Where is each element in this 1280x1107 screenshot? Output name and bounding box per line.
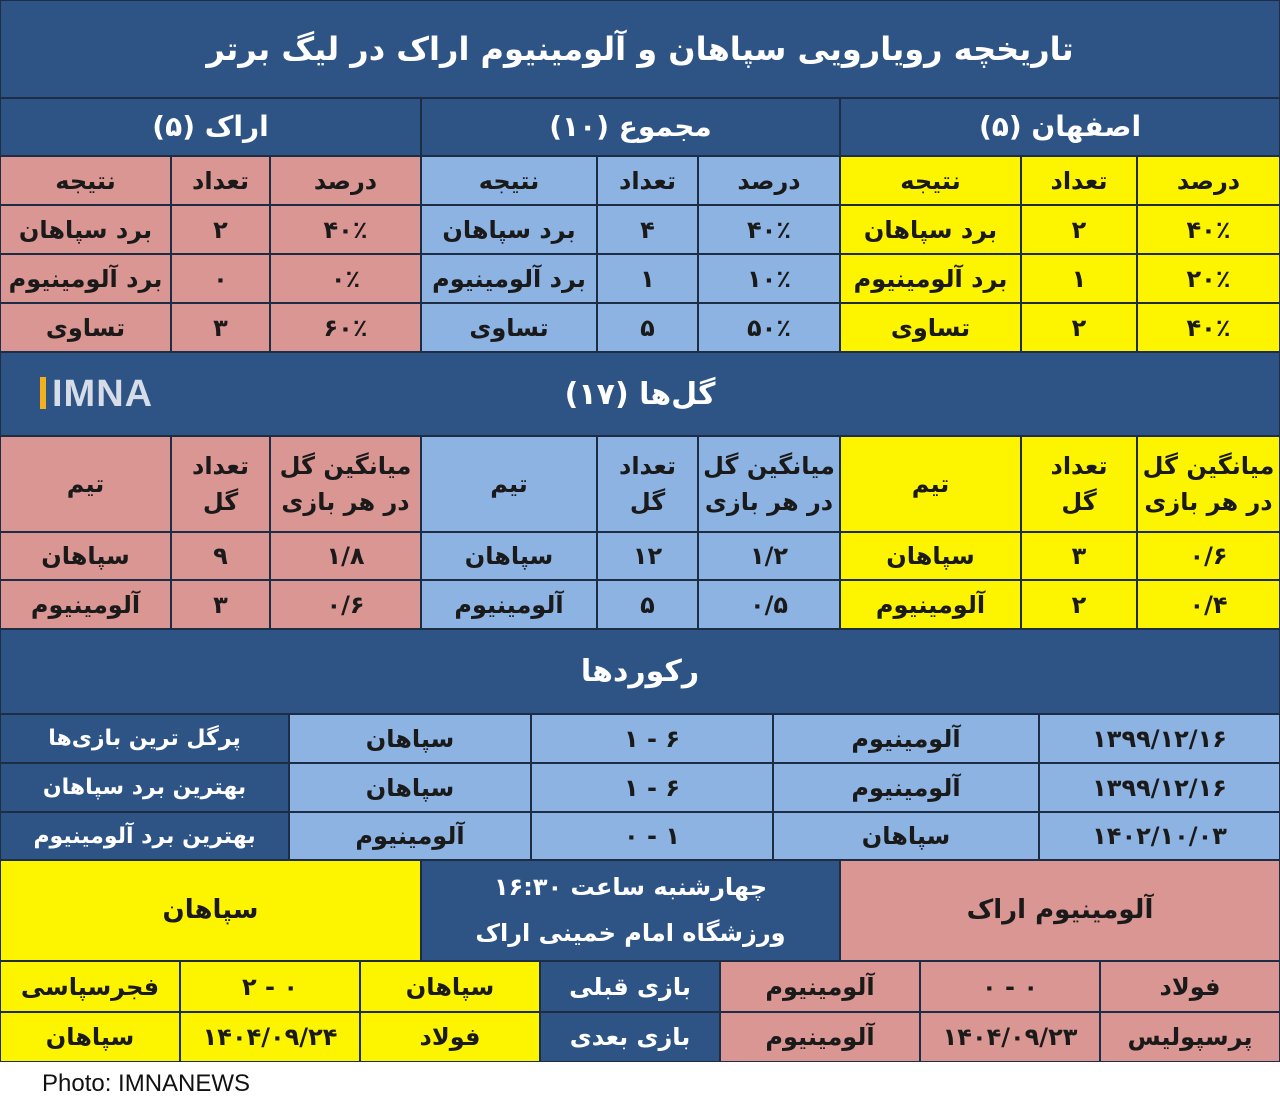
previous-match-row [0, 961, 1280, 1012]
isfahan-col-count: تعداد [1021, 156, 1137, 205]
goals-title: گل‌ها (۱۷) [0, 352, 1280, 436]
sep-prev-team: سپاهان [360, 961, 540, 1012]
arak-result: برد سپاهان [0, 205, 171, 254]
record-score: ۰ - ۱ [531, 812, 773, 860]
match-info [421, 860, 840, 961]
record-row [0, 812, 1280, 860]
match-away-team: سپاهان [0, 860, 421, 961]
total-count: ۱ [597, 254, 698, 303]
total-col-result: نتیجه [421, 156, 597, 205]
total-percent: ۴۰٪ [698, 205, 840, 254]
total-col-percent: درصد [698, 156, 840, 205]
arak-goals-col-count [171, 436, 270, 532]
isfahan-col-percent: درصد [1137, 156, 1280, 205]
arak-col-percent: درصد [270, 156, 421, 205]
total-result: برد آلومینیوم [421, 254, 597, 303]
arak-goals-count: ۳ [171, 580, 270, 629]
isfahan-result: برد آلومینیوم [840, 254, 1021, 303]
total-col-count: تعداد [597, 156, 698, 205]
isfahan-percent: ۲۰٪ [1137, 254, 1280, 303]
record-label: پرگل ترین بازی‌ها [0, 714, 289, 763]
record-score: ۱ - ۶ [531, 714, 773, 763]
record-away: سپاهان [289, 714, 531, 763]
match-time: چهارشنبه ساعت ۱۶:۳۰ [493, 872, 768, 901]
sep-prev-score: ۲ - ۰ [180, 961, 360, 1012]
arak-col-count: تعداد [171, 156, 270, 205]
record-away: سپاهان [289, 763, 531, 812]
match-row [0, 860, 1280, 961]
results-header-row [0, 98, 1280, 156]
goals-col-count-line1: تعداد [619, 452, 676, 480]
arak-percent: ۶۰٪ [270, 303, 421, 352]
page-title: تاریخچه رویارویی سپاهان و آلومینیوم اراک در لیگ برتر [0, 0, 1280, 98]
arak-count: ۲ [171, 205, 270, 254]
goals-col-avg-line1: میانگین گل [703, 452, 835, 480]
isfahan-percent: ۴۰٪ [1137, 303, 1280, 352]
goals-row [0, 580, 1280, 629]
total-result: برد سپاهان [421, 205, 597, 254]
isfahan-col-result: نتیجه [840, 156, 1021, 205]
match-venue: ورزشگاه امام خمینی اراک [475, 918, 786, 947]
alu-next-opponent: پرسپولیس [1100, 1012, 1280, 1062]
isfahan-goals-count: ۲ [1021, 580, 1137, 629]
sep-next-opponent: سپاهان [0, 1012, 180, 1062]
arak-percent: ۴۰٪ [270, 205, 421, 254]
arak-goals-team: آلومینیوم [0, 580, 171, 629]
title-row [0, 0, 1280, 98]
isfahan-result: برد سپاهان [840, 205, 1021, 254]
goals-column-header-row [0, 436, 1280, 532]
isfahan-goals-avg: ۰/۶ [1137, 532, 1280, 580]
record-away: آلومینیوم [289, 812, 531, 860]
arak-goals-avg: ۰/۶ [270, 580, 421, 629]
watermark-text: IMNA [52, 373, 154, 415]
arak-goals-team: سپاهان [0, 532, 171, 580]
record-home: آلومینیوم [773, 714, 1039, 763]
record-row [0, 714, 1280, 763]
isfahan-goals-team: سپاهان [840, 532, 1021, 580]
total-result: تساوی [421, 303, 597, 352]
isfahan-goals-col-team: تیم [840, 436, 1021, 532]
footer [0, 1062, 1280, 1107]
results-column-header-row [0, 156, 1280, 205]
isfahan-goals-count: ۳ [1021, 532, 1137, 580]
arak-result: برد آلومینیوم [0, 254, 171, 303]
arak-count: ۰ [171, 254, 270, 303]
records-title: رکوردها [0, 629, 1280, 714]
total-goals-col-team: تیم [421, 436, 597, 532]
goals-col-count-line2: گل [629, 488, 666, 516]
alu-prev-opponent: فولاد [1100, 961, 1280, 1012]
record-date: ۱۳۹۹/۱۲/۱۶ [1039, 714, 1280, 763]
sep-next-date: ۱۴۰۴/۰۹/۲۴ [180, 1012, 360, 1062]
arak-count: ۳ [171, 303, 270, 352]
total-count: ۴ [597, 205, 698, 254]
total-goals-team: آلومینیوم [421, 580, 597, 629]
sep-next-team: فولاد [360, 1012, 540, 1062]
record-label: بهترین برد آلومینیوم [0, 812, 289, 860]
arak-result: تساوی [0, 303, 171, 352]
alu-next-date: ۱۴۰۴/۰۹/۲۳ [920, 1012, 1100, 1062]
arak-col-result: نتیجه [0, 156, 171, 205]
total-goals-col-count [597, 436, 698, 532]
goals-col-avg-line1: میانگین گل [1142, 452, 1275, 480]
total-goals-avg: ۱/۲ [698, 532, 840, 580]
goals-col-avg-line2: در هر بازی [281, 488, 410, 516]
record-row [0, 763, 1280, 812]
isfahan-goals-col-avg [1137, 436, 1280, 532]
goals-col-avg-line1: میانگین گل [279, 452, 412, 480]
goals-col-count-line2: گل [202, 488, 239, 516]
record-home: سپاهان [773, 812, 1039, 860]
prev-label: بازی قبلی [540, 961, 720, 1012]
goals-col-avg-line2: در هر بازی [1144, 488, 1273, 516]
record-date: ۱۴۰۲/۱۰/۰۳ [1039, 812, 1280, 860]
isfahan-result: تساوی [840, 303, 1021, 352]
match-home-team: آلومینیوم اراک [840, 860, 1280, 961]
sep-prev-opponent: فجرسپاسی [0, 961, 180, 1012]
total-goals-count: ۱۲ [597, 532, 698, 580]
goals-row [0, 532, 1280, 580]
results-row [0, 254, 1280, 303]
record-date: ۱۳۹۹/۱۲/۱۶ [1039, 763, 1280, 812]
record-score: ۱ - ۶ [531, 763, 773, 812]
total-percent: ۱۰٪ [698, 254, 840, 303]
goals-col-count-line2: گل [1061, 488, 1097, 516]
total-goals-team: سپاهان [421, 532, 597, 580]
arak-goals-col-team: تیم [0, 436, 171, 532]
results-row [0, 303, 1280, 352]
alu-prev-score: ۰ - ۰ [920, 961, 1100, 1012]
isfahan-goals-col-count [1021, 436, 1137, 532]
watermark-bar-icon [40, 377, 46, 409]
arak-goals-col-avg [270, 436, 421, 532]
isfahan-count: ۲ [1021, 205, 1137, 254]
total-goals-avg: ۰/۵ [698, 580, 840, 629]
record-label: بهترین برد سپاهان [0, 763, 289, 812]
header-isfahan: اصفهان (۵) [840, 98, 1280, 156]
arak-percent: ۰٪ [270, 254, 421, 303]
total-percent: ۵۰٪ [698, 303, 840, 352]
goals-col-count-line1: تعداد [192, 452, 249, 480]
arak-goals-avg: ۱/۸ [270, 532, 421, 580]
isfahan-goals-avg: ۰/۴ [1137, 580, 1280, 629]
total-goals-count: ۵ [597, 580, 698, 629]
record-home: آلومینیوم [773, 763, 1039, 812]
goals-title-row [0, 352, 1280, 436]
records-title-row [0, 629, 1280, 714]
total-goals-col-avg [698, 436, 840, 532]
total-count: ۵ [597, 303, 698, 352]
goals-col-avg-line2: در هر بازی [704, 488, 834, 516]
isfahan-goals-team: آلومینیوم [840, 580, 1021, 629]
isfahan-count: ۱ [1021, 254, 1137, 303]
isfahan-percent: ۴۰٪ [1137, 205, 1280, 254]
alu-next-team: آلومینیوم [720, 1012, 920, 1062]
isfahan-count: ۲ [1021, 303, 1137, 352]
photo-credit: Photo: IMNANEWS [42, 1070, 251, 1097]
header-arak: اراک (۵) [0, 98, 421, 156]
arak-goals-count: ۹ [171, 532, 270, 580]
header-total: مجموع (۱۰) [421, 98, 840, 156]
goals-col-count-line1: تعداد [1050, 452, 1108, 480]
next-match-row [0, 1012, 1280, 1062]
results-row [0, 205, 1280, 254]
imna-watermark [40, 373, 153, 416]
alu-prev-team: آلومینیوم [720, 961, 920, 1012]
next-label: بازی بعدی [540, 1012, 720, 1062]
